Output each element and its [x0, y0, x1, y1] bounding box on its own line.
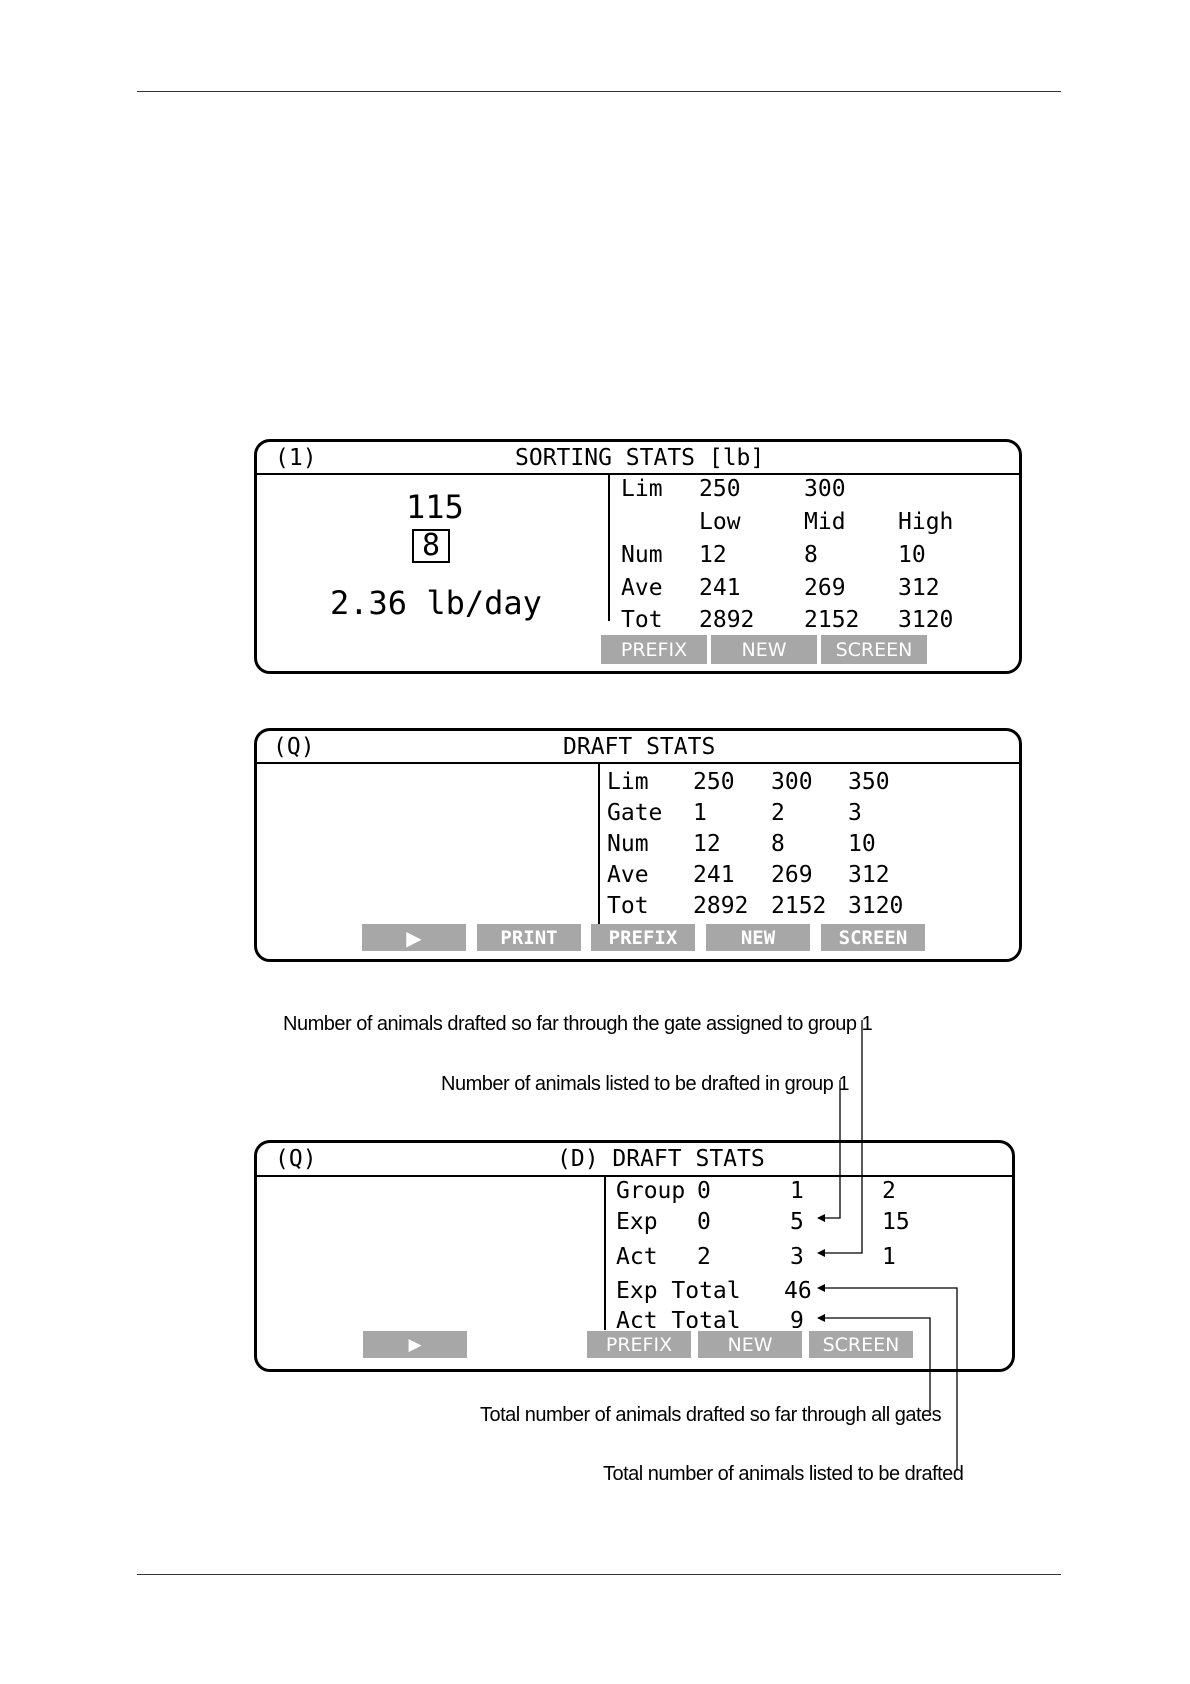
ave-gate2: 269: [771, 862, 813, 888]
lim-label: Lim: [621, 476, 663, 502]
act-total-value: 9: [790, 1308, 804, 1328]
exp-total-label: Exp Total: [616, 1278, 741, 1304]
lim-gate3: 350: [848, 769, 890, 795]
screen-title: (D) DRAFT STATS: [557, 1146, 765, 1172]
ave-label: Ave: [621, 575, 663, 601]
tot-label: Tot: [607, 893, 649, 919]
col-mid: Mid: [804, 509, 846, 535]
act-total-label: Act Total: [616, 1308, 741, 1328]
group-2: 2: [882, 1178, 896, 1204]
tot-gate3: 3120: [848, 893, 904, 919]
screen-tag: (Q): [275, 1146, 317, 1172]
lim-label: Lim: [607, 769, 649, 795]
num-high: 10: [898, 542, 926, 568]
ave-gate1: 241: [693, 862, 735, 888]
col-high: High: [898, 509, 954, 535]
annotation-listed-group1: Number of animals listed to be drafted in group 1: [441, 1073, 849, 1095]
group-label: Group: [616, 1178, 686, 1204]
num-gate3: 10: [848, 831, 876, 857]
leader-total-listed: [818, 1288, 957, 1470]
col-low: Low: [699, 509, 741, 535]
act-1: 3: [790, 1244, 804, 1270]
exp-2: 15: [882, 1209, 910, 1235]
prefix-button[interactable]: PREFIX: [591, 924, 695, 951]
print-button[interactable]: PRINT: [477, 924, 581, 951]
new-button[interactable]: NEW: [711, 635, 817, 664]
leader-total-drafted: [818, 1318, 930, 1411]
screen-button[interactable]: SCREEN: [809, 1331, 913, 1358]
num-gate2: 8: [771, 831, 785, 857]
exp-label: Exp: [616, 1209, 658, 1235]
lim-gate2: 300: [771, 769, 813, 795]
num-gate1: 12: [693, 831, 721, 857]
tot-high: 3120: [898, 607, 954, 633]
act-2: 1: [882, 1244, 896, 1270]
weight-value: 115: [406, 488, 464, 526]
act-0: 2: [697, 1244, 711, 1270]
ave-gate3: 312: [848, 862, 890, 888]
new-button[interactable]: NEW: [698, 1331, 802, 1358]
gate-2: 2: [771, 800, 785, 826]
exp-total-value: 46: [784, 1278, 812, 1304]
ave-low: 241: [699, 575, 741, 601]
screen-button[interactable]: SCREEN: [821, 924, 925, 951]
lim-gate1: 250: [693, 769, 735, 795]
prefix-button[interactable]: PREFIX: [601, 635, 707, 664]
gate-3: 3: [848, 800, 862, 826]
exp-1: 5: [790, 1209, 804, 1235]
prefix-button[interactable]: PREFIX: [587, 1331, 691, 1358]
annotation-total-drafted: Total number of animals drafted so far through all gates: [480, 1404, 942, 1426]
tot-gate2: 2152: [771, 893, 827, 919]
annotation-gate-group1: Number of animals drafted so far through the gate assigned to group 1: [283, 1013, 873, 1035]
ave-mid: 269: [804, 575, 846, 601]
screen-title: SORTING STATS [lb]: [515, 445, 765, 471]
tot-label: Tot: [621, 607, 663, 633]
annotation-total-listed: Total number of animals listed to be drafted: [603, 1463, 964, 1485]
ave-high: 312: [898, 575, 940, 601]
lim-mid: 300: [804, 476, 846, 502]
play-icon: ▶: [406, 925, 422, 950]
num-low: 12: [699, 542, 727, 568]
gate-1: 1: [693, 800, 707, 826]
tot-mid: 2152: [804, 607, 860, 633]
tot-low: 2892: [699, 607, 755, 633]
exp-0: 0: [697, 1209, 711, 1235]
act-label: Act: [616, 1244, 658, 1270]
num-label: Num: [607, 831, 649, 857]
screen-title: DRAFT STATS: [563, 734, 716, 760]
play-icon: ▶: [408, 1334, 422, 1355]
tot-gate1: 2892: [693, 893, 749, 919]
group-1: 1: [790, 1178, 804, 1204]
gate-label: Gate: [607, 800, 663, 826]
leader-listed-group1: [818, 1080, 840, 1218]
screen-button[interactable]: SCREEN: [821, 635, 927, 664]
group-0: 0: [697, 1178, 711, 1204]
lim-low: 250: [699, 476, 741, 502]
screen-tag: (Q): [273, 734, 315, 760]
boxed-number-value: 8: [421, 528, 441, 563]
num-label: Num: [621, 542, 663, 568]
num-mid: 8: [804, 542, 818, 568]
daily-gain: 2.36 lb/day: [330, 584, 542, 622]
new-button[interactable]: NEW: [706, 924, 810, 951]
screen-tag: (1): [275, 445, 317, 471]
ave-label: Ave: [607, 862, 649, 888]
